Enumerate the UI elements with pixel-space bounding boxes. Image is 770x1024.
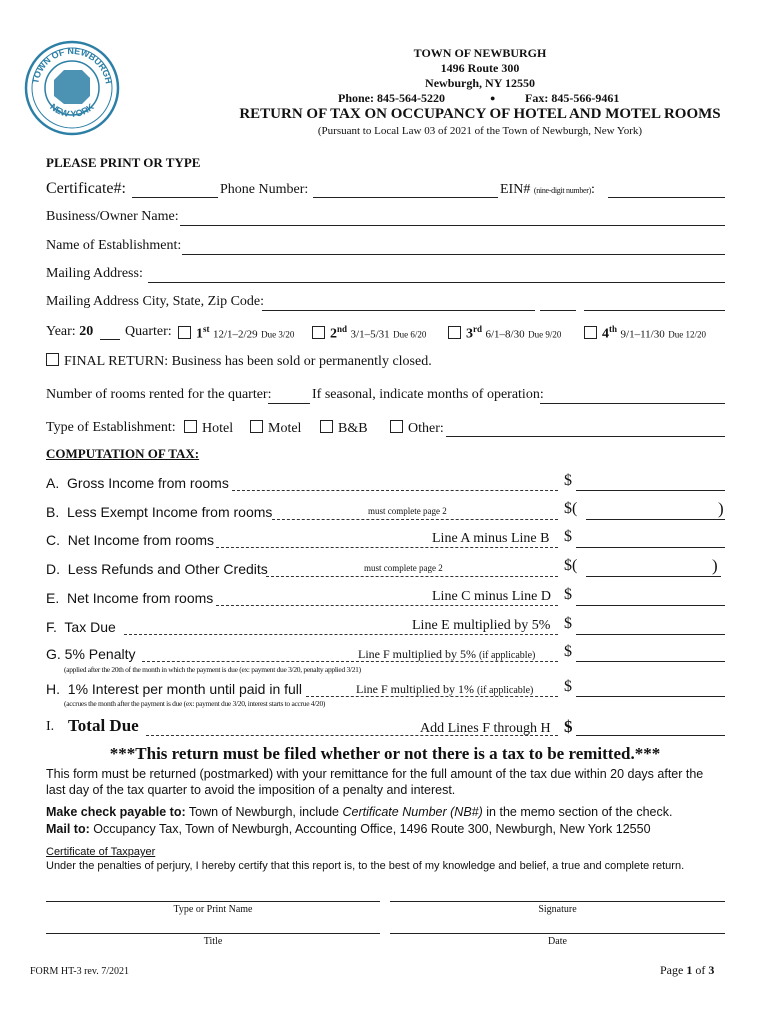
hotel-checkbox[interactable] (184, 420, 197, 433)
address-line-2: Newburgh, NY 12550 (425, 76, 535, 90)
line-c-instruction: Line A minus Line B (432, 531, 550, 546)
line-d-leader (266, 576, 558, 577)
line-f-input[interactable] (576, 634, 725, 635)
seal-icon (24, 40, 120, 136)
line-f-instruction: Line E multiplied by 5% (412, 618, 551, 633)
line-f-dollar: $ (564, 615, 572, 632)
town-seal-logo (24, 40, 120, 136)
quarter-2-checkbox[interactable] (312, 326, 325, 339)
line-a-input[interactable] (576, 490, 725, 491)
quarter-2-option[interactable]: 2nd 3/1–5/31 Due 6/20 (312, 324, 426, 343)
rooms-rented-input[interactable] (268, 403, 310, 404)
final-return-checkbox[interactable] (46, 353, 59, 366)
print-name-input[interactable] (46, 901, 380, 902)
type-label: Type of Establishment: (46, 420, 176, 435)
town-name: TOWN OF NEWBURGH (413, 46, 547, 60)
quarter-4-checkbox[interactable] (584, 326, 597, 339)
line-i-label: Total Due (68, 716, 139, 735)
line-f-label: F. Tax Due (46, 619, 116, 635)
line-d-close-paren: ) (712, 556, 718, 575)
state-input[interactable] (540, 310, 576, 311)
mailing-city-label: Mailing Address City, State, Zip Code: (46, 294, 265, 309)
title-label: Title (203, 936, 223, 947)
phone-number-label: Phone Number: (220, 182, 309, 197)
header (200, 46, 760, 106)
signature-input[interactable] (390, 901, 725, 902)
establishment-label: Name of Establishment: (46, 238, 182, 253)
type-motel-option[interactable]: Motel (250, 420, 301, 437)
city-input[interactable] (262, 310, 535, 311)
certificate-input[interactable] (132, 197, 218, 198)
phone-text: Phone: 845-564-5220 (338, 91, 445, 105)
line-c-leader (216, 547, 558, 548)
ein-note: (nine-digit number) (533, 186, 591, 195)
line-e-instruction: Line C minus Line D (432, 589, 551, 604)
form-subtitle: (Pursuant to Local Law 03 of 2021 of the Town of Newburgh, New York) (317, 125, 643, 137)
date-input[interactable] (390, 933, 725, 934)
establishment-input[interactable] (182, 254, 725, 255)
line-b-note: must complete page 2 (368, 506, 447, 516)
line-g-input[interactable] (576, 661, 725, 662)
check-payable-line: Make check payable to: Town of Newburgh, include Certificate Number (NB#) in the memo section of the check. (46, 805, 673, 819)
quarter-1-checkbox[interactable] (178, 326, 191, 339)
form-title: RETURN OF TAX ON OCCUPANCY OF HOTEL AND MOTEL ROOMS (239, 106, 721, 122)
year-label: Year: (46, 324, 80, 339)
seasonal-label: If seasonal, indicate months of operation: (312, 387, 544, 402)
line-d-dollar: $( (564, 557, 578, 574)
mailing-input[interactable] (148, 282, 725, 283)
ein-label: EIN# (500, 182, 531, 197)
type-other-option[interactable]: Other: (390, 420, 444, 437)
address-line-1: 1496 Route 300 (440, 61, 520, 75)
must-file-notice: ***This return must be filed whether or not there is a tax to be remitted.*** (109, 744, 661, 763)
date-label: Date (548, 936, 567, 947)
title-input[interactable] (46, 933, 380, 934)
line-e-label: E. Net Income from rooms (46, 590, 214, 606)
line-b-close-paren: ) (718, 499, 724, 518)
type-bnb-option[interactable]: B&B (320, 420, 368, 437)
line-g-note: (applied after the 20th of the month in which the payment is due (ex: payment due 3/20, penalty applied 3/21) (64, 665, 361, 674)
line-d-note: must complete page 2 (364, 563, 443, 573)
line-i-letter: I. (46, 719, 55, 734)
line-b-leader (272, 519, 558, 520)
year-input[interactable] (100, 339, 120, 340)
line-e-leader (216, 605, 558, 606)
line-g-instruction: Line F multiplied by 5% (if applicable) (358, 647, 536, 661)
line-g-dollar: $ (564, 643, 572, 660)
line-c-dollar: $ (564, 528, 572, 545)
signature-label: Signature (538, 904, 577, 915)
mail-to-line: Mail to: Occupancy Tax, Town of Newburgh, Accounting Office, 1496 Route 300, Newburgh, New York 12550 (46, 822, 651, 836)
ein-label-group (500, 182, 595, 198)
line-h-dollar: $ (564, 678, 572, 695)
phone-number-input[interactable] (313, 197, 498, 198)
mailing-label: Mailing Address: (46, 266, 143, 281)
line-b-dollar: $( (564, 500, 578, 517)
line-h-instruction: Line F multiplied by 1% (if applicable) (356, 682, 534, 696)
line-i-dollar: $ (564, 717, 573, 736)
line-h-note: (accrues the month after the payment is due (ex: payment due 3/20, interest starts to accrue 4/20) (64, 699, 326, 708)
quarter-4-option[interactable]: 4th 9/1–11/30 Due 12/20 (584, 324, 706, 343)
seasonal-input[interactable] (540, 403, 725, 404)
year-label-group (46, 324, 93, 340)
line-c-label: C. Net Income from rooms (46, 532, 215, 548)
line-d-input[interactable] (586, 576, 721, 577)
quarter-3-checkbox[interactable] (448, 326, 461, 339)
line-g-label: G. 5% Penalty (46, 646, 136, 662)
business-owner-label: Business/Owner Name: (46, 209, 179, 224)
zip-input[interactable] (584, 310, 725, 311)
ein-colon: : (591, 182, 595, 197)
line-c-input[interactable] (576, 547, 725, 548)
ein-input[interactable] (608, 197, 725, 198)
line-a-dollar: $ (564, 472, 572, 489)
line-e-dollar: $ (564, 586, 572, 603)
type-hotel-option[interactable]: Hotel (184, 420, 233, 437)
line-d-label: D. Less Refunds and Other Credits (46, 561, 268, 577)
page-number: Page 1 of 3 (660, 963, 715, 977)
quarter-1-option[interactable]: 1st 12/1–2/29 Due 3/20 (178, 324, 294, 343)
line-a-label: A. Gross Income from rooms (46, 475, 229, 491)
year-prefix: 20 (79, 324, 94, 339)
rooms-rented-label: Number of rooms rented for the quarter: (46, 387, 272, 402)
other-input[interactable] (446, 436, 725, 437)
print-name-label: Type or Print Name (173, 904, 253, 915)
line-h-input[interactable] (576, 696, 725, 697)
motel-checkbox[interactable] (250, 420, 263, 433)
please-print-label: PLEASE PRINT OR TYPE (46, 155, 201, 170)
form-number: FORM HT-3 rev. 7/2021 (30, 966, 129, 977)
line-h-label: H. 1% Interest per month until paid in full (46, 681, 303, 697)
computation-title: COMPUTATION OF TAX: (46, 446, 200, 461)
fax-text: Fax: 845-566-9461 (525, 91, 620, 105)
bullet-icon: ● (490, 93, 496, 103)
line-e-input[interactable] (576, 605, 725, 606)
line-b-label: B. Less Exempt Income from rooms (46, 504, 273, 520)
line-a-leader (232, 490, 558, 491)
perjury-statement: Under the penalties of perjury, I hereby certify that this report is, to the best of my knowledge and belief, a true and complete return. (46, 860, 685, 872)
final-return-label: FINAL RETURN: Business has been sold or permanently closed. (64, 354, 432, 369)
business-owner-input[interactable] (180, 225, 725, 226)
quarter-label: Quarter: (125, 324, 172, 339)
quarter-3-option[interactable]: 3rd 6/1–8/30 Due 9/20 (448, 324, 561, 343)
line-i-instruction: Add Lines F through H (420, 721, 551, 736)
remittance-paragraph: This form must be returned (postmarked) with your remittance for the full amount of the tax due within 20 days after the last day of the tax quarter to avoid the imposition of a penalty and interest. (46, 767, 704, 797)
seal-bottom-text: NEW YORK (48, 101, 96, 119)
seal-top-text: TOWN OF NEWBURGH (30, 45, 114, 85)
line-i-input[interactable] (576, 735, 725, 736)
certificate-label: Certificate#: (46, 180, 126, 197)
line-b-input[interactable] (586, 519, 725, 520)
final-return-option[interactable] (46, 353, 432, 370)
bnb-checkbox[interactable] (320, 420, 333, 433)
certificate-of-taxpayer: Certificate of Taxpayer (46, 846, 156, 858)
other-checkbox[interactable] (390, 420, 403, 433)
line-f-leader (124, 634, 558, 635)
